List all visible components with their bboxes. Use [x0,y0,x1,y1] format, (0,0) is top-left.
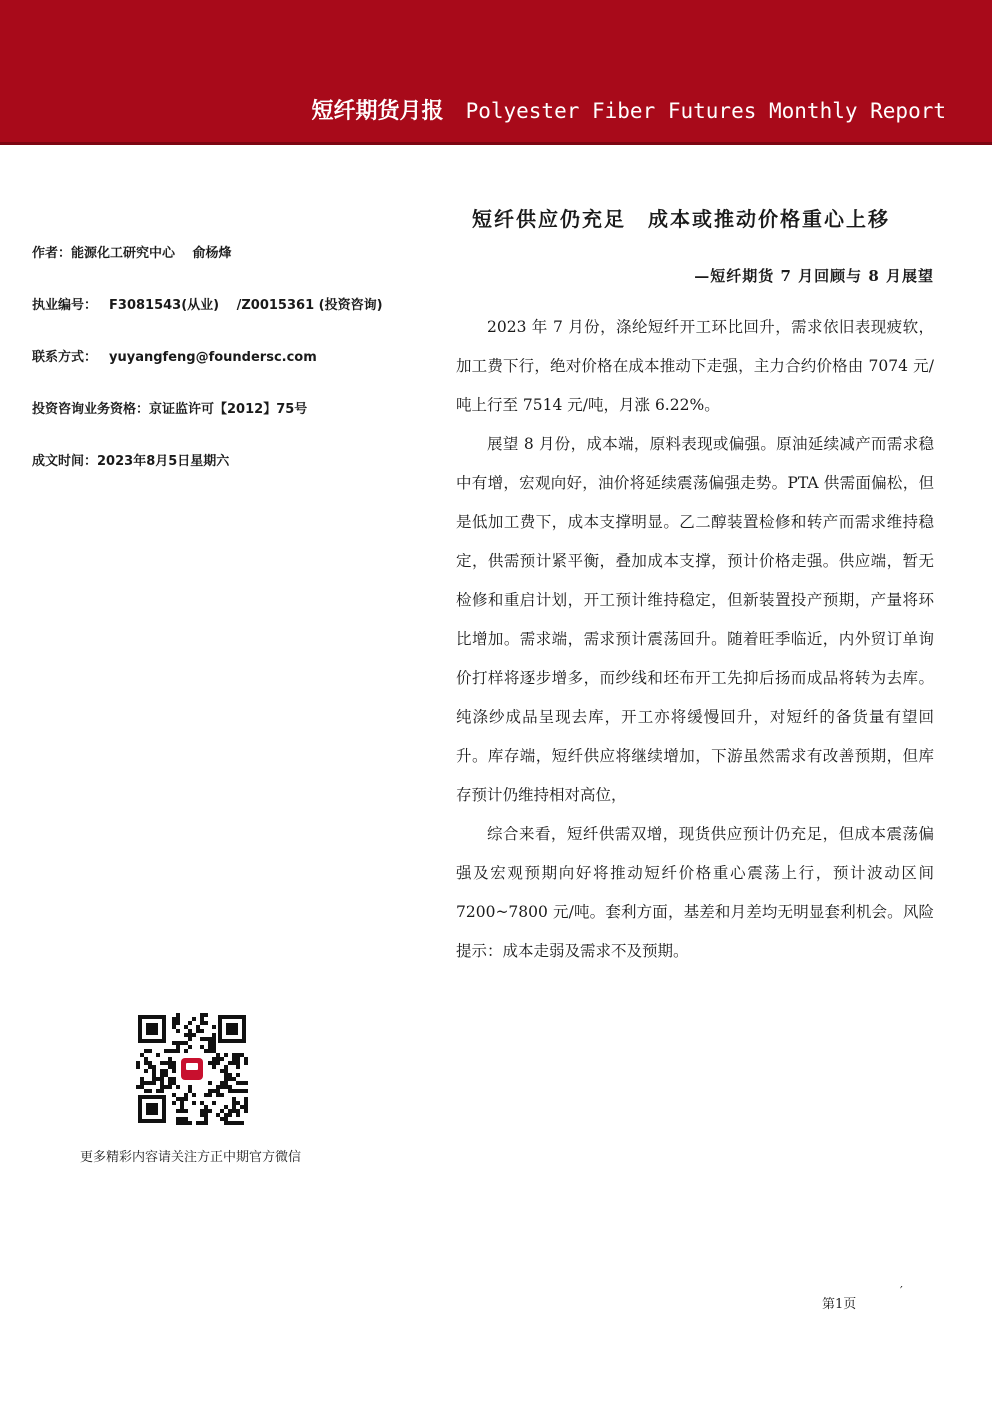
report-body [456,308,934,971]
meta-qualification-value: 京证监许可【2012】75号 [149,402,308,417]
meta-date-label: 成文时间： [32,454,98,469]
meta-contact [32,346,317,365]
meta-license-value: F3081543(从业) /Z0015361 (投资咨询) [109,298,383,313]
report-subtitle: —短纤期货 7 月回顾与 8 月展望 [694,267,934,285]
meta-contact-value: yuyangfeng@foundersc.com [109,350,317,365]
meta-date-value: 2023年8月5日星期六 [97,454,230,469]
meta-qualification [32,398,307,417]
meta-qualification-label: 投资咨询业务资格： [32,402,150,417]
body-paragraph: 展望 8 月份，成本端，原料表现或偏强。原油延续减产而需求稳中有增，宏观向好，油价将延续震荡偏强走势。PTA 供需面偏松，但是低加工费下，成本支撑明显。乙二醇装置检修和转产而需求维持稳定，供需预计紧平衡，叠加成本支撑，预计价格走强。供应端，暂无检修和重启计划，开工预计维持稳定，但新装置投产预期，产量将环比增加。需求端，需求预计震荡回升。随着旺季临近，内外贸订单询价打样将逐步增多，而纱线和坯布开工先抑后扬而成品将转为去库。纯涤纱成品呈现去库，开工亦将缓慢回升，对短纤的备货量有望回升。库存端，短纤供应将继续增加，下游虽然需求有改善预期，但库存预计仍维持相对高位， [456,435,934,804]
header-title-en: Polyester Fiber Futures Monthly Report [465,99,946,123]
meta-author [32,242,232,261]
body-paragraph: 2023 年 7 月份，涤纶短纤开工环比回升，需求依旧表现疲软，加工费下行，绝对价格在成本推动下走强，主力合约价格由 7074 元/吨上行至 7514 元/吨，月涨 6.22%。 [456,318,934,414]
meta-license-label: 执业编号： [32,298,98,313]
meta-date [32,450,229,469]
qr-code-icon [136,1013,248,1125]
meta-contact-label: 联系方式： [32,350,98,365]
report-header-banner [0,0,992,142]
meta-author-label: 作者： [32,246,72,261]
page-number: 第1页 [822,1297,857,1312]
report-title-part1: 短纤供应仍充足 [472,207,626,231]
report-title-part2: 成本或推动价格重心上移 [648,207,890,231]
header-title-cn: 短纤期货月报 [311,99,444,124]
meta-author-value: 能源化工研究中心 俞杨烽 [71,246,232,261]
footer-mark: ′ [900,1284,903,1298]
report-header-title [312,94,946,125]
meta-license [32,294,383,313]
qr-caption: 更多精彩内容请关注方正中期官方微信 [80,1150,302,1165]
body-paragraph: 综合来看，短纤供需双增，现货供应预计仍充足，但成本震荡偏强及宏观预期向好将推动短纤价格重心震荡上行，预计波动区间 7200~7800 元/吨。套利方面，基差和月差均无明显套利机会。风险提示：成本走弱及需求不及预期。 [456,825,934,960]
report-title [472,203,890,232]
header-divider [0,142,992,145]
